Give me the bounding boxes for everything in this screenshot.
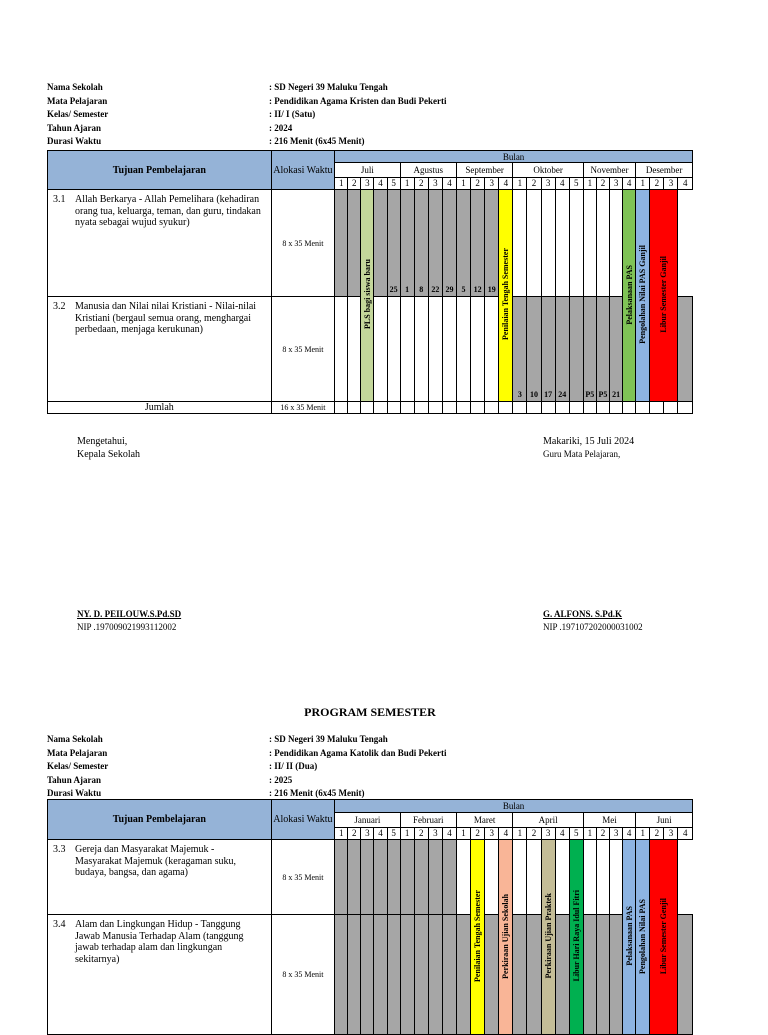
week-slot	[456, 915, 470, 1035]
week-slot: P5	[583, 297, 596, 402]
week-slot	[610, 915, 623, 1035]
week-cell: 2	[527, 828, 541, 840]
info-value: : II/ II (Dua)	[269, 761, 318, 771]
event-pts: Penilaian Tengah Semester	[499, 190, 513, 402]
week-slot	[387, 840, 400, 915]
month-header: Februari	[400, 813, 456, 828]
week-slot	[513, 190, 527, 297]
month-header: Juni	[636, 813, 693, 828]
tujuan-text: Alam dan Lingkungan Hidup - Tanggung Jawab Manusia Terhadap Alam (tanggung jawab terhadap alam dan lingkungan sekitarnya)	[75, 919, 244, 965]
week-slot	[513, 915, 527, 1035]
alokasi-cell: 8 x 35 Menit	[271, 915, 334, 1035]
week-slot	[335, 190, 348, 297]
week-cell: 2	[348, 828, 361, 840]
week-slot	[610, 190, 623, 297]
month-header: November	[583, 163, 635, 178]
week-slot	[335, 840, 348, 915]
week-slot	[414, 297, 428, 402]
week-slot: 3	[513, 297, 527, 402]
week-slot	[555, 840, 569, 915]
week-slot	[348, 840, 361, 915]
week-cell: 1	[335, 828, 348, 840]
week-slot	[527, 840, 541, 915]
week-slot	[374, 190, 387, 297]
week-slot	[555, 915, 569, 1035]
sign-name-left: NY. D. PEILOUW.S.Pd.SD	[77, 609, 182, 619]
tujuan-number: 3.1	[53, 194, 66, 205]
week-cell: 1	[335, 178, 348, 190]
event-pas: Pelaksanaan PAS	[623, 840, 636, 1035]
week-slot	[485, 915, 499, 1035]
alokasi-cell: 8 x 35 Menit	[271, 297, 334, 402]
week-slot	[583, 915, 596, 1035]
month-header: September	[456, 163, 512, 178]
sign-place-date: Makariki, 15 Juli 2024	[543, 436, 635, 447]
week-cell: 3	[361, 828, 374, 840]
tujuan-text: Gereja dan Masyarakat Majemuk - Masyarakat Majemuk (keragaman suku, budaya, bangsa, dan agama)	[75, 844, 237, 878]
week-cell: 1	[583, 178, 596, 190]
info-label: Mata Pelajaran	[47, 747, 108, 758]
week-slot: 24	[555, 297, 569, 402]
event-lhr: Libur Hari Raya Idul Fitri	[569, 840, 583, 1035]
event-pus: Perkiraan Ujian Sekolah	[499, 840, 513, 1035]
week-slot	[569, 297, 583, 402]
week-slot	[414, 915, 428, 1035]
week-cell: 1	[456, 178, 470, 190]
info-label: Tahun Ajaran	[47, 122, 101, 133]
week-slot	[485, 297, 499, 402]
week-cell: 2	[348, 178, 361, 190]
week-cell: 3	[610, 828, 623, 840]
week-cell: 2	[527, 178, 541, 190]
week-slot	[596, 915, 609, 1035]
week-cell: 4	[442, 828, 456, 840]
header-alokasi: Alokasi Waktu	[271, 800, 334, 840]
info-value: : 2025	[269, 774, 293, 785]
tujuan-number: 3.2	[53, 301, 66, 312]
week-cell: 2	[471, 828, 485, 840]
week-cell: 4	[678, 828, 693, 840]
week-slot	[348, 297, 361, 402]
event-pup: Perkiraan Ujian Praktek	[541, 840, 555, 1035]
week-slot: 22	[428, 190, 442, 297]
week-slot	[442, 840, 456, 915]
week-slot	[348, 915, 361, 1035]
header-tujuan: Tujuan Pembelajaran	[48, 151, 272, 190]
header-tujuan: Tujuan Pembelajaran	[48, 800, 272, 840]
week-slot: 19	[485, 190, 499, 297]
info-label: Durasi Waktu	[47, 136, 102, 146]
week-cell: 1	[636, 828, 650, 840]
week-slot	[456, 840, 470, 915]
sign-guru: Guru Mata Pelajaran,	[543, 449, 621, 459]
week-cell: 3	[485, 178, 499, 190]
week-cell: 4	[678, 178, 693, 190]
week-slot	[428, 915, 442, 1035]
week-slot	[456, 297, 470, 402]
week-slot	[583, 840, 596, 915]
week-slot	[471, 297, 485, 402]
info-label: Kelas/ Semester	[47, 761, 109, 771]
tujuan-cell	[48, 840, 272, 915]
event-pts: Penilaian Tengah Semester	[471, 840, 485, 1035]
week-slot	[400, 297, 414, 402]
info-value: : 2024	[269, 122, 293, 133]
week-cell: 4	[374, 828, 387, 840]
week-cell: 3	[610, 178, 623, 190]
week-slot: P5	[596, 297, 609, 402]
week-slot	[387, 915, 400, 1035]
sign-right-top	[543, 435, 634, 461]
week-cell: 2	[650, 178, 664, 190]
week-cell: 2	[650, 828, 664, 840]
alokasi-cell: 8 x 35 Menit	[271, 190, 334, 297]
info-value: : Pendidikan Agama Katolik dan Budi Pekerti	[269, 747, 447, 758]
jumlah-label: Jumlah	[48, 402, 272, 414]
week-slot	[374, 297, 387, 402]
tujuan-text: Allah Berkarya - Allah Pemelihara (kehadiran orang tua, keluarga, teman, dan guru, tindakan nyata sebagai wujud syukur)	[75, 194, 261, 228]
week-cell: 1	[513, 178, 527, 190]
week-slot	[374, 840, 387, 915]
info-value: : SD Negeri 39 Maluku Tengah	[269, 734, 388, 744]
jumlah-value: 16 x 35 Menit	[271, 402, 334, 414]
week-cell: 3	[428, 178, 442, 190]
sign-left-top	[77, 435, 140, 461]
event-pls: PLS bagi siswa baru	[361, 190, 374, 402]
week-cell: 2	[596, 828, 609, 840]
week-slot	[596, 840, 609, 915]
tujuan-number: 3.3	[53, 844, 66, 855]
week-slot: 12	[471, 190, 485, 297]
week-slot	[569, 190, 583, 297]
week-slot: 1	[400, 190, 414, 297]
week-cell: 4	[623, 828, 636, 840]
month-header: Mei	[583, 813, 635, 828]
week-slot	[442, 915, 456, 1035]
week-slot	[374, 915, 387, 1035]
info-label: Mata Pelajaran	[47, 95, 108, 106]
week-slot	[428, 840, 442, 915]
info-label: Tahun Ajaran	[47, 774, 101, 785]
sign-nip-left: NIP .197009021993112002	[77, 622, 177, 632]
week-slot	[442, 297, 456, 402]
week-cell: 4	[499, 828, 513, 840]
week-slot	[387, 297, 400, 402]
info-value: : 216 Menit (6x45 Menit)	[269, 788, 365, 798]
week-slot: 5	[456, 190, 470, 297]
event-olah: Pengolahan Nilai PAS	[636, 840, 650, 1035]
week-slot	[583, 190, 596, 297]
week-slot: 8	[414, 190, 428, 297]
week-slot	[400, 915, 414, 1035]
header-alokasi: Alokasi Waktu	[271, 151, 334, 190]
week-slot	[555, 190, 569, 297]
week-slot	[610, 840, 623, 915]
sign-left-bottom	[77, 608, 181, 634]
week-cell: 3	[541, 828, 555, 840]
week-cell: 1	[513, 828, 527, 840]
week-cell: 5	[569, 178, 583, 190]
week-cell: 5	[387, 178, 400, 190]
header-bulan: Bulan	[335, 800, 693, 813]
alokasi-cell: 8 x 35 Menit	[271, 840, 334, 915]
week-slot	[678, 297, 693, 402]
event-libur: Libur Semester Genjil	[650, 840, 678, 1035]
month-header: Oktober	[513, 163, 583, 178]
event-olah: Pengolahan Nilai PAS Ganjil	[636, 190, 650, 402]
tujuan-number: 3.4	[53, 919, 66, 930]
tujuan-cell	[48, 297, 272, 402]
info-label: Kelas/ Semester	[47, 109, 109, 119]
week-cell: 2	[414, 178, 428, 190]
month-header: April	[513, 813, 583, 828]
sign-right-bottom	[543, 608, 643, 634]
week-slot	[348, 190, 361, 297]
week-cell: 3	[541, 178, 555, 190]
week-cell: 1	[636, 178, 650, 190]
week-cell: 1	[400, 178, 414, 190]
week-slot	[335, 297, 348, 402]
info-value: : Pendidikan Agama Kristen dan Budi Pekerti	[269, 95, 447, 106]
week-slot	[527, 190, 541, 297]
week-cell: 4	[555, 828, 569, 840]
week-slot	[361, 915, 374, 1035]
week-cell: 3	[485, 828, 499, 840]
info-label: Nama Sekolah	[47, 734, 103, 744]
week-cell: 4	[442, 178, 456, 190]
week-slot	[361, 840, 374, 915]
week-slot	[485, 840, 499, 915]
week-slot	[428, 297, 442, 402]
week-slot	[513, 840, 527, 915]
week-slot	[527, 915, 541, 1035]
semester-table-1	[47, 150, 693, 414]
info-value: : SD Negeri 39 Maluku Tengah	[269, 82, 388, 92]
week-slot: 25	[387, 190, 400, 297]
info-value: : II/ I (Satu)	[269, 109, 316, 119]
semester-table-2	[47, 799, 693, 1035]
tujuan-cell	[48, 915, 272, 1035]
week-cell: 1	[400, 828, 414, 840]
week-slot	[678, 915, 693, 1035]
info-block-2	[47, 733, 547, 803]
week-slot	[414, 840, 428, 915]
info-block-1	[47, 81, 547, 151]
week-cell: 4	[623, 178, 636, 190]
week-cell: 5	[569, 828, 583, 840]
week-cell: 5	[387, 828, 400, 840]
tujuan-cell	[48, 190, 272, 297]
week-slot	[335, 915, 348, 1035]
info-label: Durasi Waktu	[47, 788, 102, 798]
month-header: Desember	[636, 163, 693, 178]
sign-mengetahui: Mengetahui,	[77, 436, 128, 447]
month-header: Juli	[335, 163, 400, 178]
week-cell: 2	[471, 178, 485, 190]
page-title: PROGRAM SEMESTER	[304, 705, 436, 719]
month-header: Maret	[456, 813, 512, 828]
week-slot: 17	[541, 297, 555, 402]
week-cell: 3	[428, 828, 442, 840]
week-cell: 3	[664, 828, 678, 840]
week-cell: 4	[374, 178, 387, 190]
week-cell: 4	[499, 178, 513, 190]
tujuan-text: Manusia dan Nilai nilai Kristiani - Nilai-nilai Kristiani (bergaul semua orang, menghargai perbedaan, menjaga kerukunan)	[75, 301, 257, 335]
month-header: Agustus	[400, 163, 456, 178]
week-slot	[596, 190, 609, 297]
week-slot	[400, 840, 414, 915]
week-cell: 4	[555, 178, 569, 190]
week-slot: 10	[527, 297, 541, 402]
info-label: Nama Sekolah	[47, 82, 103, 92]
header-bulan: Bulan	[335, 151, 693, 163]
sign-name-right: G. ALFONS. S.Pd.K	[543, 609, 623, 619]
sign-kepala: Kepala Sekolah	[77, 449, 141, 460]
event-libur: Libur Semester Ganjil	[650, 190, 678, 402]
week-cell: 3	[664, 178, 678, 190]
sign-nip-right: NIP .197107202000031002	[543, 622, 643, 632]
week-slot: 21	[610, 297, 623, 402]
week-cell: 1	[456, 828, 470, 840]
info-value: : 216 Menit (6x45 Menit)	[269, 136, 365, 146]
week-cell: 3	[361, 178, 374, 190]
month-header: Januari	[335, 813, 400, 828]
week-slot	[541, 190, 555, 297]
week-cell: 2	[414, 828, 428, 840]
event-pas: Pelaksanaan PAS	[623, 190, 636, 402]
week-cell: 2	[596, 178, 609, 190]
week-slot: 29	[442, 190, 456, 297]
week-cell: 1	[583, 828, 596, 840]
